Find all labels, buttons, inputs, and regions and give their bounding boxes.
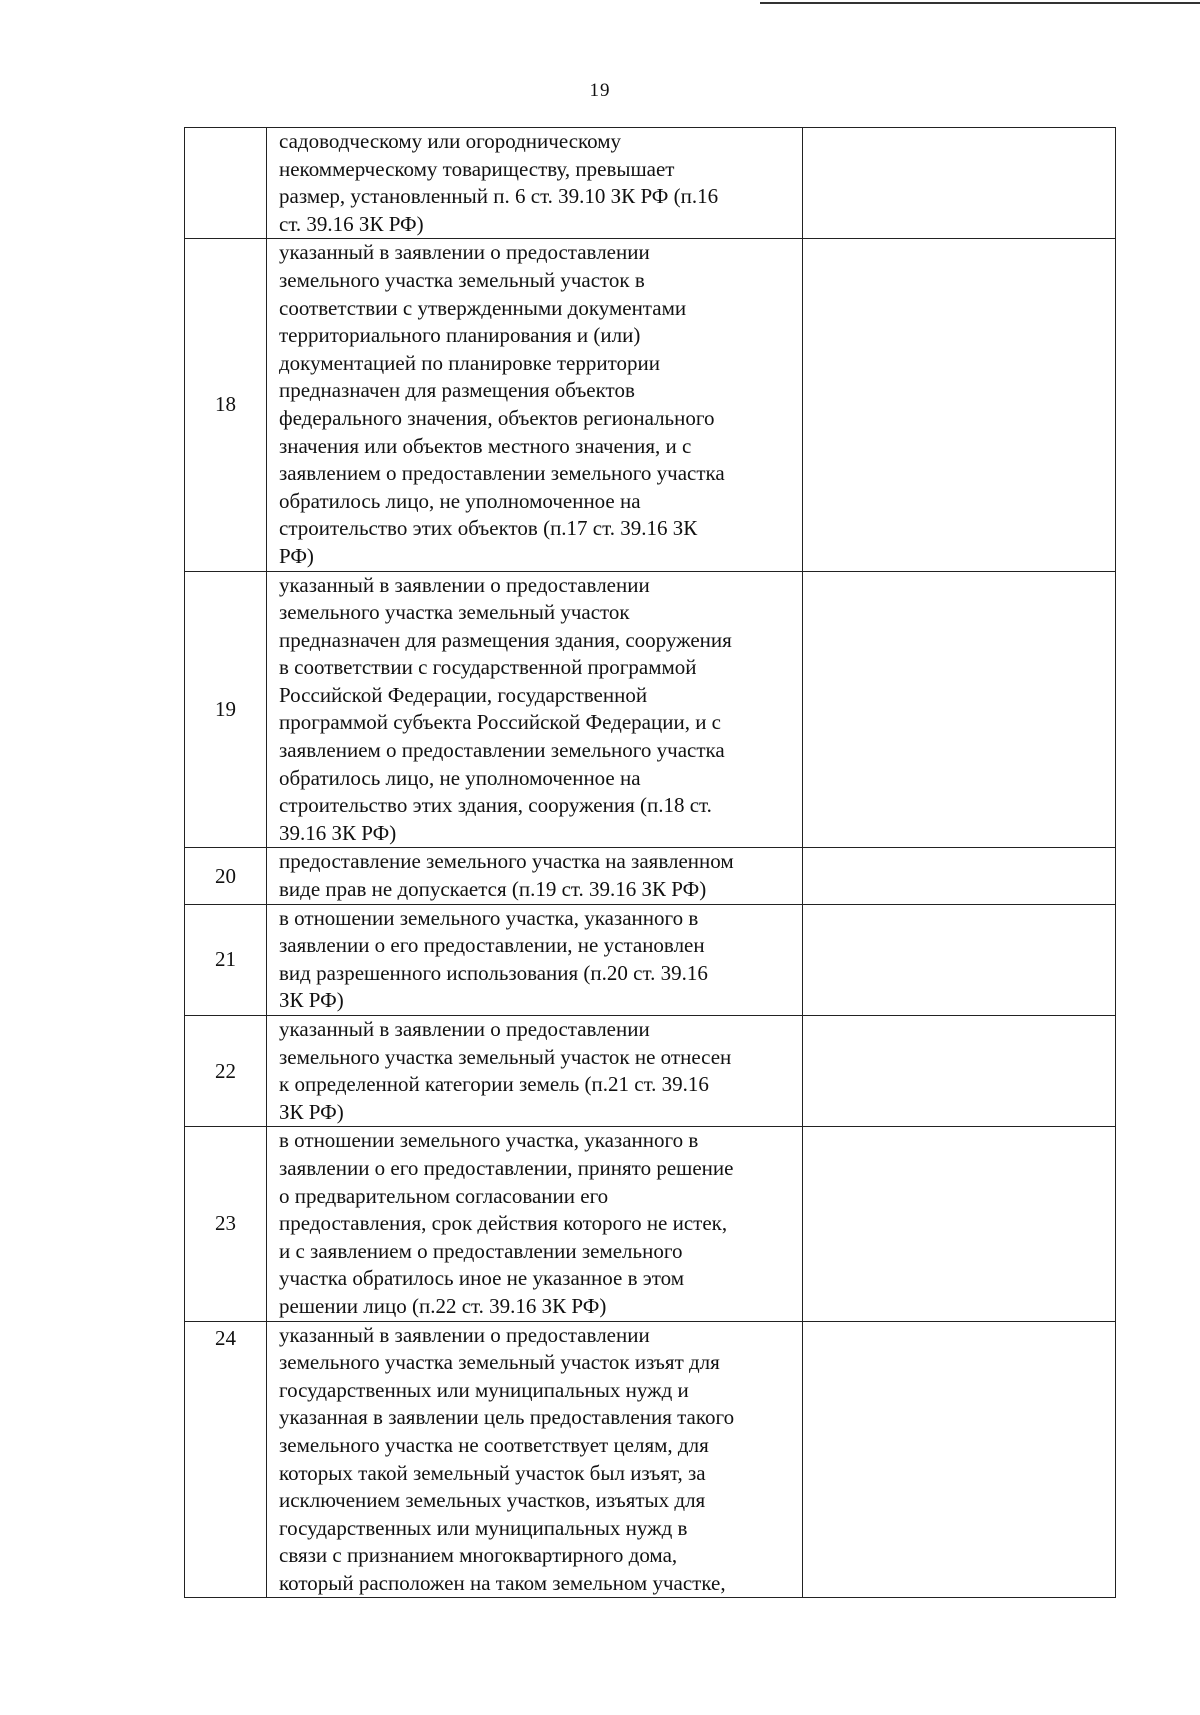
text-line: предназначен для размещения объектов xyxy=(279,378,635,403)
text-line: Российской Федерации, государственной xyxy=(279,682,648,707)
text-line: заявлением о предоставлении земельного участка xyxy=(279,738,725,763)
table-row xyxy=(185,1016,1116,1127)
text-line: земельного участка земельный участок xyxy=(279,600,630,625)
table-row xyxy=(185,1321,1116,1598)
row-empty-cell xyxy=(803,1127,1116,1321)
row-text xyxy=(267,239,803,571)
text-line: 39.16 ЗК РФ) xyxy=(279,820,397,845)
text-line: программой субъекта Российской Федерации, и с xyxy=(279,710,722,735)
text-line: заявлении о его предоставлении, принято решение xyxy=(279,1155,734,1180)
text-line: в отношении земельного участка, указанного в xyxy=(279,1128,699,1153)
text-line: указанный в заявлении о предоставлении xyxy=(279,240,650,265)
table-row xyxy=(185,848,1116,904)
row-number: 23 xyxy=(185,1127,267,1321)
row-number: 20 xyxy=(185,848,267,904)
text-line: и с заявлением о предоставлении земельного xyxy=(279,1238,683,1263)
text-line: земельного участка земельный участок не отнесен xyxy=(279,1044,732,1069)
text-line: земельного участка земельный участок изъят для xyxy=(279,1350,720,1375)
text-line: в отношении земельного участка, указанного в xyxy=(279,905,699,930)
row-number xyxy=(185,128,267,239)
text-line: документацией по планировке территории xyxy=(279,350,660,375)
table-row xyxy=(185,1127,1116,1321)
text-line: государственных или муниципальных нужд и xyxy=(279,1377,689,1402)
row-text xyxy=(267,1016,803,1127)
page-number: 19 xyxy=(589,80,611,101)
row-number: 22 xyxy=(185,1016,267,1127)
grounds-table-body xyxy=(185,128,1116,1598)
text-line: значения или объектов местного значения, и с xyxy=(279,433,692,458)
text-line: размер, установленный п. 6 ст. 39.10 ЗК РФ (п.16 xyxy=(279,184,719,209)
text-line: которых такой земельный участок был изъят, за xyxy=(279,1460,706,1485)
text-line: некоммерческому товариществу, превышает xyxy=(279,156,675,181)
text-line: строительство этих объектов (п.17 ст. 39.16 ЗК xyxy=(279,516,698,541)
text-line: ЗК РФ) xyxy=(279,988,344,1013)
row-text xyxy=(267,128,803,239)
row-empty-cell xyxy=(803,904,1116,1015)
text-line: к определенной категории земель (п.21 ст. 39.16 xyxy=(279,1072,709,1097)
table-row xyxy=(185,128,1116,239)
text-line: федерального значения, объектов регионального xyxy=(279,405,715,430)
text-line: который расположен на таком земельном участке, xyxy=(279,1570,726,1595)
text-line: государственных или муниципальных нужд в xyxy=(279,1515,688,1540)
table-row xyxy=(185,904,1116,1015)
text-line: исключением земельных участков, изъятых для xyxy=(279,1488,706,1513)
text-line: обратилось лицо, не уполномоченное на xyxy=(279,488,641,513)
table-row xyxy=(185,239,1116,571)
row-text xyxy=(267,904,803,1015)
row-empty-cell xyxy=(803,1016,1116,1127)
row-number: 19 xyxy=(185,571,267,848)
text-line: ЗК РФ) xyxy=(279,1099,344,1124)
table-row xyxy=(185,571,1116,848)
text-line: обратилось лицо, не уполномоченное на xyxy=(279,765,641,790)
text-line: связи с признанием многоквартирного дома, xyxy=(279,1543,678,1568)
text-line: решении лицо (п.22 ст. 39.16 ЗК РФ) xyxy=(279,1293,607,1318)
text-line: РФ) xyxy=(279,543,314,568)
text-line: в соответствии с государственной программой xyxy=(279,655,697,680)
text-line: указанный в заявлении о предоставлении xyxy=(279,1017,650,1041)
text-line: виде прав не допускается (п.19 ст. 39.16 ЗК РФ) xyxy=(279,877,707,902)
text-line: садоводческому или огородническому xyxy=(279,129,622,153)
text-line: земельного участка земельный участок в xyxy=(279,267,645,292)
text-line: предоставление земельного участка на заявленном xyxy=(279,849,734,874)
text-line: предназначен для размещения здания, сооружения xyxy=(279,627,732,652)
row-empty-cell xyxy=(803,848,1116,904)
page-top-edge-line xyxy=(760,2,1200,4)
row-text xyxy=(267,1321,803,1598)
grounds-table xyxy=(184,127,1116,1598)
row-text xyxy=(267,1127,803,1321)
text-line: ст. 39.16 ЗК РФ) xyxy=(279,211,424,236)
text-line: соответствии с утвержденными документами xyxy=(279,295,687,320)
text-line: заявлением о предоставлении земельного участка xyxy=(279,461,725,486)
text-line: о предварительном согласовании его xyxy=(279,1183,609,1208)
row-number: 18 xyxy=(185,239,267,571)
row-empty-cell xyxy=(803,239,1116,571)
text-line: указанный в заявлении о предоставлении xyxy=(279,1322,650,1347)
text-line: указанная в заявлении цель предоставления такого xyxy=(279,1405,735,1430)
text-line: указанный в заявлении о предоставлении xyxy=(279,572,650,597)
row-text xyxy=(267,848,803,904)
row-empty-cell xyxy=(803,571,1116,848)
text-line: вид разрешенного использования (п.20 ст. 39.16 xyxy=(279,960,708,985)
row-text xyxy=(267,571,803,848)
text-line: территориального планирования и (или) xyxy=(279,323,641,348)
text-line: заявлении о его предоставлении, не установлен xyxy=(279,933,705,958)
row-number: 21 xyxy=(185,904,267,1015)
text-line: предоставления, срок действия которого не истек, xyxy=(279,1211,728,1236)
text-line: участка обратилось иное не указанное в этом xyxy=(279,1266,685,1291)
row-empty-cell xyxy=(803,1321,1116,1598)
text-line: строительство этих здания, сооружения (п.18 ст. xyxy=(279,793,712,818)
text-line: земельного участка не соответствует целям, для xyxy=(279,1432,709,1457)
row-number: 24 xyxy=(185,1321,267,1598)
row-empty-cell xyxy=(803,128,1116,239)
